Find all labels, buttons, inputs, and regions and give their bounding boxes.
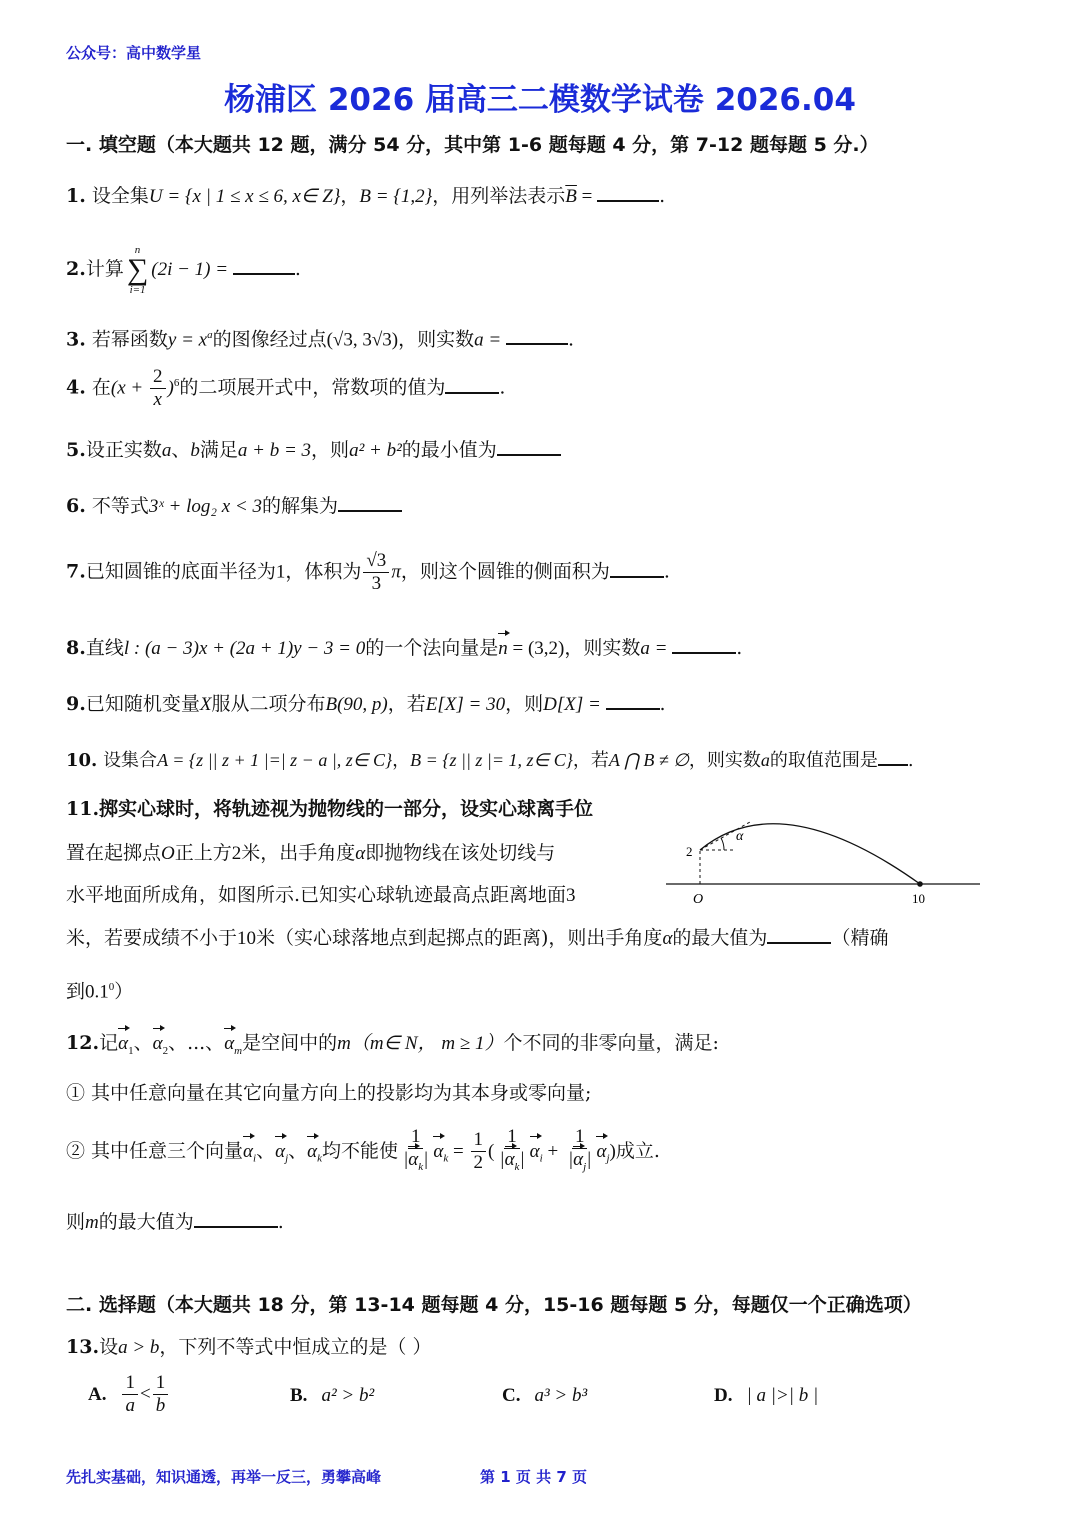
math-expr: y = x [167,329,208,351]
question-text: 成立. [615,1139,660,1162]
math-expr: (√3, 3√3) [326,329,399,351]
math-var: b [190,440,200,461]
math-expr: ) [167,377,174,399]
question-text: 米，出手角度 [241,842,356,864]
question-text: ，体积为 [285,560,362,583]
denominator: b [155,1395,166,1416]
sum-lower-limit: i=1 [129,284,146,296]
question-text: 设 [99,1336,119,1358]
question-text: 到 [66,980,86,1003]
math-expr: E[X] = 30 [425,694,506,715]
question-number: 10. [66,750,98,771]
fig-height-label: 2 [686,844,693,859]
question-number: 12. [66,1032,100,1054]
option-label: A. [88,1383,107,1405]
question-text: 的图像经过点 [212,328,327,351]
question-text: 是空间中的 [242,1032,338,1054]
question-1: 1. 设全集U = {x | 1 ≤ x ≤ 6, x∈ Z}，B = {1,2}，用列举法表示$\overline{B}$ = . [66,182,1024,210]
answer-blank[interactable] [506,325,568,345]
question-text: 已知随机变量 [85,693,200,715]
math-expr: (x + [110,377,148,399]
fraction-half [471,1129,487,1174]
math-number: 3 [566,885,576,906]
math-var: a [161,440,172,461]
denominator: a [125,1395,135,1416]
option-d[interactable] [714,1384,818,1407]
fraction [153,1372,169,1417]
question-text: 水平地面所成角，如图所示.已知实心球轨迹最高点距离地面 [66,884,567,906]
question-2: 2.计算 n ∑ i=1 (2i − 1) = . [66,244,301,296]
separator: 、 [133,1032,153,1054]
option-text: a³ > b³ [534,1385,588,1406]
question-6 [66,492,1024,520]
answer-blank[interactable] [497,436,561,456]
math-expr: （m∈ N， m ≥ 1） [350,1033,504,1054]
math-expr: (2i − 1) = [151,259,233,280]
math-number: 1 [275,561,286,583]
question-7: 7.已知圆锥的底面半径为1，体积为 $\frac{√3}{3}$ π，则这个圆锥的侧面积为 . [66,550,670,594]
question-text: 的最小值为 [401,439,497,461]
math-expr: a = [474,329,506,351]
denominator: $|\alpha_k|$ [499,1149,525,1173]
question-text: ，则这个圆锥的侧面积为 [400,560,610,583]
math-expr: a > b [118,1337,160,1358]
question-text: 已知圆锥的底面半径为 [85,560,276,583]
question-13 [66,1334,1024,1361]
denominator: $|\alpha_j|$ [567,1149,592,1173]
question-text: 服从二项分布 [211,693,326,715]
answer-blank[interactable] [445,374,499,394]
math-expr: 3ˣ + log₂ x < 3 [148,496,262,517]
option-b[interactable] [290,1384,374,1407]
page-number: 第 1 页 共 7 页 [480,1468,587,1486]
math-var: α [662,928,673,949]
subscript: 2 [162,1044,169,1057]
subscript: k [317,1152,323,1165]
denominator: x [153,389,162,410]
question-number: 9. [66,693,86,715]
exponent: 6 [173,377,180,390]
numerator: 1 [504,1126,520,1149]
question-text: 的二项展开式中，常数项的值为 [179,376,446,399]
question-11-line-5 [66,974,1024,1005]
math-expr: A = {z || z + 1 |=| z − a |, z∈ C} [157,750,393,770]
summation-symbol: n ∑ i=1 [126,244,149,296]
denominator: $|\alpha_k|$ [403,1149,429,1173]
complement-symbol: $\overline{B}$ [565,186,577,207]
fraction [496,1126,527,1178]
vector-alpha-j: α [275,1139,285,1165]
page-title: 杨浦区 2026 届高三二模数学试卷 2026.04 [224,82,856,118]
fig-origin-label: O [693,892,704,907]
question-text: 设全集 [91,185,149,207]
option-text: | a |>| b | [746,1385,819,1406]
answer-blank[interactable] [610,558,664,578]
answer-blank[interactable] [338,492,402,512]
question-number: 1. [66,185,86,207]
math-expr: a + b = 3 [237,440,312,461]
separator: 、...、 [168,1032,225,1054]
question-text: 的取值范围是 [769,750,878,771]
answer-blank[interactable] [194,1208,278,1228]
denominator: 3 [371,573,382,594]
footer-slogan: 先扎实基础，知识通透，再举一反三，勇攀高峰 [66,1468,382,1486]
question-text: 米，若要成绩不小于 [66,927,238,949]
math-expr: l : (a − 3)x + (2a + 1)y − 3 = 0 [123,638,366,659]
math-expr: = (3,2) [507,638,565,659]
math-expr: A ⋂ B ≠ ∅ [608,750,689,770]
question-text: 置在起掷点 [66,842,162,864]
fraction [363,550,389,595]
numerator: 1 [471,1129,487,1152]
question-text: 的一个法向量是 [365,637,499,659]
question-text: ② 其中任意三个向量 [66,1139,244,1162]
question-text: 的解集为 [261,495,338,517]
question-9: 9.已知随机变量X服从二项分布B(90, p)，若E[X] = 30，则D[X] = . [66,690,1024,718]
fraction [122,1372,138,1417]
parabola-curve [700,824,920,884]
question-text: 11.掷实心球时，将轨迹视为抛物线的一部分，设实心球离手位 [66,798,594,820]
answer-blank[interactable] [672,634,736,654]
math-var: m [85,1212,99,1233]
question-text: 设正实数 [85,439,162,461]
question-3: 3. 若幂函数$y = x^a$的图像经过点(√3, 3√3)，则实数a = . [66,322,1024,353]
math-expr: a² + b² [349,440,402,461]
fraction [400,1126,431,1178]
numerator: √3 [363,550,389,573]
question-12-condition-1: ① 其中任意向量在其它向量方向上的投影均为其本身或零向量; [66,1082,592,1104]
math-var: O [161,843,175,864]
question-text: ，则实数 [398,328,475,351]
numerator: 1 [408,1126,424,1149]
question-text: 记 [99,1032,119,1054]
question-text: 不等式 [91,495,149,517]
separator: ， [340,185,360,207]
question-text: ） [114,980,134,1003]
brand-label: 公众号：高中数学星 [66,44,202,62]
question-text: 在 [91,376,111,399]
exponent: 0 [108,981,115,993]
fraction [565,1126,595,1178]
separator: 、 [171,439,191,461]
subscript: 1 [128,1044,134,1057]
answer-blank[interactable] [767,924,831,944]
fig-alpha-label: α [736,829,744,844]
math-var: X [199,694,212,715]
math-symbol: π [391,561,401,583]
numerator: 1 [122,1372,138,1395]
denominator: 2 [473,1152,483,1174]
answer-blank[interactable] [606,690,660,710]
question-number: 3. [66,328,86,351]
landing-point [917,881,923,887]
option-label: C. [502,1385,521,1406]
sum-upper-limit: n [134,244,141,256]
question-number: 5. [66,439,86,461]
math-expr: B = {1,2} [359,186,433,207]
question-text: 即抛物线在该处切线与 [365,842,556,864]
question-text: ，用列举法表示 [432,185,566,207]
question-12-ask: 则m的最大值为 . [66,1208,1024,1236]
question-text: ，若 [387,693,426,715]
question-text: 则 [66,1211,86,1233]
math-expr: a = [640,638,673,659]
vector-alpha-m: α [224,1031,234,1057]
vector-alpha-2: α [153,1031,163,1057]
separator: ， [392,750,411,771]
vector-alpha-k: α [307,1139,317,1165]
question-text: 满足 [199,439,238,461]
question-text: 设集合 [103,750,158,771]
question-11-line-4 [66,924,1024,952]
angle-arc [721,838,724,850]
math-expr: B = {z || z |= 1, z∈ C} [410,750,573,770]
option-text: a² > b² [321,1385,375,1406]
vector-alpha-i: α [243,1139,253,1165]
question-text: （精确 [831,927,889,949]
subscript: m [234,1044,243,1057]
fraction [150,366,166,411]
question-text: 米（实心球落地点到起掷点的距离)，则出手角度 [256,927,663,949]
question-text: ，下列不等式中恒成立的是（ ） [159,1336,432,1358]
numerator: 1 [572,1126,588,1149]
option-a[interactable] [88,1372,170,1417]
less-than: < [139,1383,151,1405]
math-expr: D[X] = [543,694,606,715]
question-text: 正上方 [174,842,232,864]
answer-blank[interactable] [233,255,295,275]
exponent: a [207,329,213,341]
question-4: 4. 在(x + $\frac{2}{x}$ )$^6$的二项展开式中，常数项的值为 . [66,366,506,410]
question-number: 6. [66,495,86,517]
question-8: 8.直线l : (a − 3)x + (2a + 1)y − 3 = 0的一个法向量是n = (3,2)，则实数a = . [66,634,1024,662]
question-text: 的最大值为 [672,927,768,949]
question-number: 2. [66,258,86,280]
question-text: 若幂函数 [91,328,168,351]
math-var: m [337,1033,351,1054]
option-label: B. [290,1385,308,1406]
subscript: j [285,1152,289,1165]
section1-heading: 一. 填空题（本大题共 12 题，满分 54 分，其中第 1-6 题每题 4 分，第 7-12 题每题 5 分.） [66,134,879,156]
question-text: ，则 [505,693,544,715]
subscript: i [253,1152,257,1165]
option-c[interactable] [502,1384,587,1407]
trajectory-figure [662,806,992,914]
question-12-condition-2: ② 其中任意三个向量$\alpha_i$、$\alpha_j$、$\alpha_k$均不能使 $\frac{1}{|\alpha_k|}$ $\alpha_k$ = $\frac{1}{2}$ ( $\frac{1}{|\alpha_k|}$ $\alpha_i$ + $\frac{1}{|\alpha_j|}$ $\alpha_j$)成立. [66,1126,1024,1182]
fig-ten-label: 10 [912,891,925,906]
question-text: ，则实数 [688,750,761,771]
question-text: 均不能使 [322,1139,399,1162]
math-number: 10 [237,928,257,949]
question-text: ，则实数 [564,637,641,659]
math-number: 2 [231,843,242,864]
question-10: 10. 设集合A = {z || z + 1 |=| z − a |, z∈ C}，B = {z || z |= 1, z∈ C}，若A ⋂ B ≠ ∅，则实数a的取值范围是 . [66,746,1024,774]
question-text: ，则 [311,439,350,461]
math-var: α [355,843,366,864]
question-number: 8. [66,637,86,659]
answer-blank[interactable] [597,182,659,202]
question-number: 7. [66,560,86,583]
question-text: 计算 [85,258,124,280]
question-text: ，若 [572,750,609,771]
question-number: 13. [66,1336,100,1358]
numerator: 2 [150,366,166,389]
question-text: 个不同的非零向量，满足: [503,1032,719,1054]
math-number: 0.1 [85,981,109,1003]
equals-sign: = [576,186,598,207]
math-expr: B(90, p) [325,694,388,715]
option-label: D. [714,1385,733,1406]
question-12 [66,1030,1024,1064]
math-var: a [760,750,770,770]
question-5 [66,436,1024,464]
question-number: 4. [66,376,86,399]
numerator: 1 [153,1372,169,1395]
math-expr: U = {x | 1 ≤ x ≤ 6, x∈ Z} [148,186,341,207]
section2-heading: 二. 选择题（本大题共 18 分，第 13-14 题每题 4 分，15-16 题每题 5 分，每题仅一个正确选项） [66,1294,922,1316]
question-text: 的最大值为 [98,1211,194,1233]
answer-blank[interactable] [878,746,908,766]
question-text: 直线 [85,637,124,659]
vector-alpha-1: α [118,1031,128,1057]
vector-n: n [498,636,508,662]
